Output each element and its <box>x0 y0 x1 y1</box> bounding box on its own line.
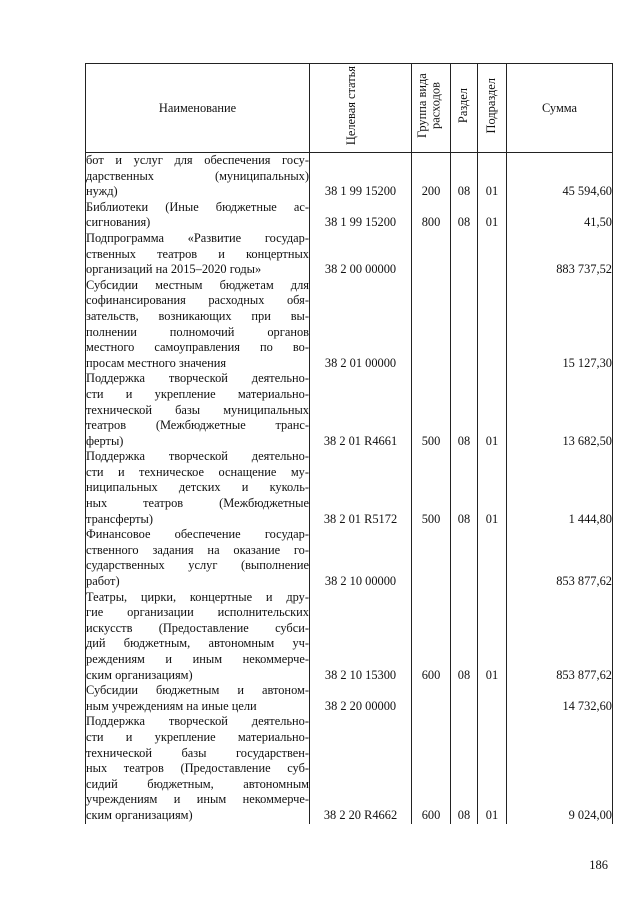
row-target-article: 38 2 10 15300 <box>310 590 412 684</box>
row-target-article: 38 2 01 00000 <box>310 278 412 372</box>
row-target-article: 38 2 01 R5172 <box>310 449 412 527</box>
table-row <box>86 683 613 714</box>
row-sum: 853 877,62 <box>507 590 613 684</box>
row-name-line: Театры, цирки, концертные и дру- <box>86 589 309 604</box>
row-target-article: 38 1 99 15200 <box>310 153 412 200</box>
row-name-line: искусств (Предоставление субси- <box>86 620 309 635</box>
row-target-article: 38 1 99 15200 <box>310 200 412 231</box>
table-row <box>86 371 613 449</box>
row-name-line: софинансирования расходных обя- <box>86 293 309 308</box>
row-expense-group: 800 <box>412 200 451 231</box>
row-subsection <box>478 527 507 589</box>
row-name-line: полнении полномочий органов <box>86 324 309 339</box>
row-name-line: ферты) <box>86 433 124 448</box>
row-name-line: Библиотеки (Иные бюджетные ас- <box>86 199 309 214</box>
row-name-line: дий бюджетным, автономным уч- <box>86 636 309 651</box>
row-sum: 14 732,60 <box>507 683 613 714</box>
row-target-article: 38 2 20 00000 <box>310 683 412 714</box>
header-target-article: Целевая статья <box>310 64 412 153</box>
row-name <box>86 153 310 200</box>
row-sum: 13 682,50 <box>507 371 613 449</box>
row-name-line: организаций на 2015–2020 годы» <box>86 262 262 277</box>
header-name: Наименование <box>86 64 310 153</box>
row-name-line: ским организациям) <box>86 667 193 682</box>
table-row <box>86 527 613 589</box>
row-name-line: нужд) <box>86 184 118 199</box>
row-sum: 1 444,80 <box>507 449 613 527</box>
row-name-line: работ) <box>86 574 120 589</box>
row-section: 08 <box>451 200 478 231</box>
table-header-row <box>86 64 613 153</box>
row-subsection: 01 <box>478 153 507 200</box>
row-subsection: 01 <box>478 371 507 449</box>
row-subsection <box>478 231 507 278</box>
table-body <box>86 153 613 824</box>
row-name <box>86 449 310 527</box>
row-name-line: ственного задания на оказание го- <box>86 542 309 557</box>
row-subsection <box>478 683 507 714</box>
row-sum: 15 127,30 <box>507 278 613 372</box>
row-sum: 41,50 <box>507 200 613 231</box>
row-section: 08 <box>451 153 478 200</box>
row-expense-group <box>412 527 451 589</box>
row-name-line: ниципальных детских и куколь- <box>86 480 309 495</box>
row-name-line: сидий бюджетным, автономным <box>86 776 309 791</box>
row-name-line: бот и услуг для обеспечения госу- <box>86 153 309 167</box>
row-target-article: 38 2 01 R4661 <box>310 371 412 449</box>
budget-table <box>85 63 613 824</box>
row-name-line: ским организациям) <box>86 807 193 822</box>
row-subsection: 01 <box>478 714 507 823</box>
row-name-line: ственных театров и концертных <box>86 246 309 261</box>
row-name-line: сударственных услуг (выполнение <box>86 558 309 573</box>
row-expense-group <box>412 683 451 714</box>
header-expense-group: Группа вида расходов <box>412 64 451 153</box>
row-name-line: дарственных (муниципальных) <box>86 168 309 183</box>
row-name-line: Поддержка творческой деятельно- <box>86 449 309 464</box>
row-name-line: сти и укрепление материально- <box>86 386 309 401</box>
table-row <box>86 278 613 372</box>
row-expense-group: 500 <box>412 449 451 527</box>
table-row <box>86 200 613 231</box>
row-name-line: Подпрограмма «Развитие государ- <box>86 230 309 245</box>
row-expense-group: 200 <box>412 153 451 200</box>
page-number: 186 <box>589 858 608 872</box>
row-name-line: Поддержка творческой деятельно- <box>86 714 309 729</box>
row-name-line: Субсидии бюджетным и автоном- <box>86 683 309 698</box>
row-name-line: ным учреждениям на иные цели <box>86 698 257 713</box>
row-expense-group: 600 <box>412 714 451 823</box>
row-name-line: реждениям и иным некоммерче- <box>86 652 309 666</box>
row-name-line: Поддержка творческой деятельно- <box>86 371 309 386</box>
row-name-line: сигнования) <box>86 215 151 230</box>
row-name-line: сти и техническое оснащение му- <box>86 464 309 479</box>
table-row <box>86 590 613 684</box>
row-expense-group <box>412 278 451 372</box>
row-name-line: технической базы государствен- <box>86 745 309 760</box>
row-subsection: 01 <box>478 200 507 231</box>
row-section: 08 <box>451 590 478 684</box>
row-name <box>86 714 310 823</box>
row-sum: 853 877,62 <box>507 527 613 589</box>
header-section: Раздел <box>451 64 478 153</box>
row-subsection <box>478 278 507 372</box>
table-row <box>86 231 613 278</box>
table-row <box>86 153 613 200</box>
row-name-line: ных театров (Межбюджетные <box>86 496 309 511</box>
row-expense-group: 600 <box>412 590 451 684</box>
table-row <box>86 714 613 823</box>
header-sum: Сумма <box>507 64 613 153</box>
row-name-line: театров (Межбюджетные транс- <box>86 418 309 433</box>
row-target-article: 38 2 00 00000 <box>310 231 412 278</box>
row-name-line: Финансовое обеспечение государ- <box>86 527 309 542</box>
row-name-line: учреждениям и иным некоммерче- <box>86 792 309 807</box>
row-subsection: 01 <box>478 449 507 527</box>
row-section: 08 <box>451 449 478 527</box>
row-name-line: ных театров (Предоставление суб- <box>86 761 309 776</box>
row-name <box>86 527 310 589</box>
row-name-line: технической базы муниципальных <box>86 402 309 417</box>
row-section: 08 <box>451 714 478 823</box>
row-name <box>86 683 310 714</box>
row-section <box>451 683 478 714</box>
table-row <box>86 449 613 527</box>
row-name <box>86 371 310 449</box>
row-name-line: зательств, возникающих при вы- <box>86 308 309 323</box>
row-sum: 883 737,52 <box>507 231 613 278</box>
row-sum: 9 024,00 <box>507 714 613 823</box>
row-section <box>451 231 478 278</box>
row-name-line: местного самоуправления по во- <box>86 340 309 355</box>
row-name-line: гие организации исполнительских <box>86 605 309 620</box>
row-name-line: Субсидии местным бюджетам для <box>86 277 309 292</box>
row-expense-group: 500 <box>412 371 451 449</box>
row-name <box>86 231 310 278</box>
row-name <box>86 200 310 231</box>
row-name-line: трансферты) <box>86 511 153 526</box>
row-subsection: 01 <box>478 590 507 684</box>
row-name <box>86 590 310 684</box>
row-name-line: просам местного значения <box>86 355 227 370</box>
row-section: 08 <box>451 371 478 449</box>
row-expense-group <box>412 231 451 278</box>
row-name <box>86 278 310 372</box>
row-sum: 45 594,60 <box>507 153 613 200</box>
row-target-article: 38 2 10 00000 <box>310 527 412 589</box>
header-subsection: Подраздел <box>478 64 507 153</box>
row-section <box>451 278 478 372</box>
row-target-article: 38 2 20 R4662 <box>310 714 412 823</box>
row-section <box>451 527 478 589</box>
row-name-line: сти и укрепление материально- <box>86 729 309 744</box>
